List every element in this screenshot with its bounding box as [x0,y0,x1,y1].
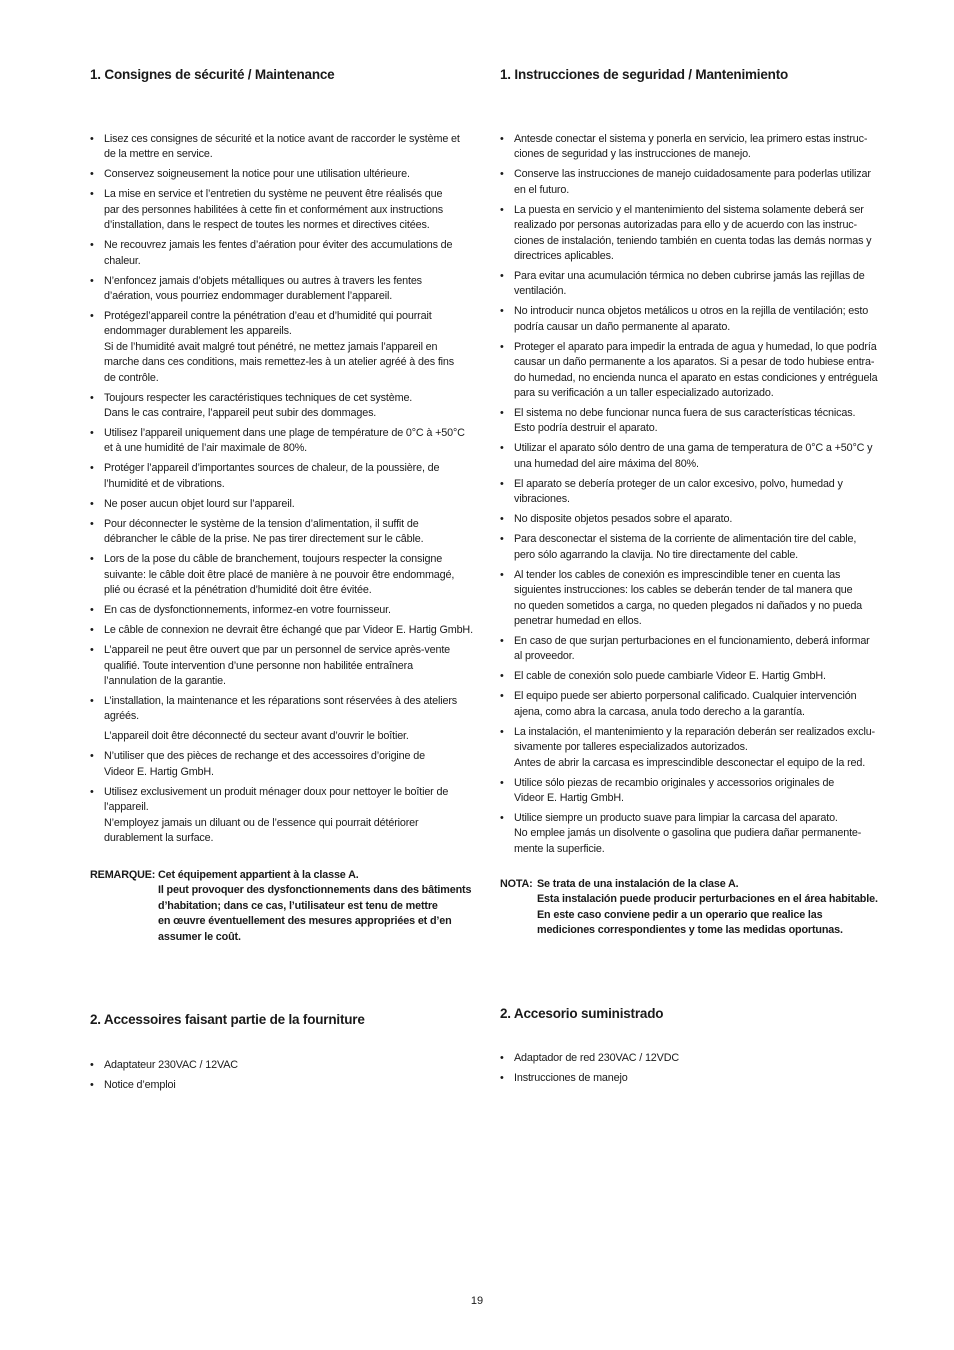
list-item [500,532,890,563]
list-item-line: • Pour déconnecter le système de la tension d’alimentation, il suffit de [104,517,419,530]
safety-list-fr [90,132,480,851]
list-item-line: Si de l’humidité avait malgré tout pénétré, ne mettez jamais l’appareil en [104,340,438,353]
list-item-line: • N’utiliser que des pièces de rechange et des accessoires d’origine de [104,750,425,763]
note-line: Esta instalación puede producir perturbaciones en el área habitable. [537,893,878,906]
list-item-line: de la mettre en service. [104,148,213,161]
list-item-line: • Protégezl’appareil contre la pénétration d’eau et d’humidité qui pourrait [104,310,432,323]
note-line: Cet équipement appartient à la classe A. [158,869,359,881]
accessory-list-fr [90,1058,480,1098]
list-item [500,512,890,527]
list-item-line: • L’installation, la maintenance et les réparations sont réservées à des ateliers [104,694,458,707]
list-item [500,340,890,402]
list-item-line: mente la superficie. [514,842,605,855]
list-item [500,132,890,163]
note-text-fr [158,868,488,945]
note-line: mediciones correspondientes y tome las medidas oportunas. [537,924,843,937]
list-item [500,725,890,771]
list-item-line: • Ne recouvrez jamais les fentes d’aération pour éviter des accumulations de [104,239,453,252]
list-item-line: no queden sometidos a carga, no queden plegados ni dañados y no pueda [514,599,863,612]
list-item [90,274,480,305]
list-item [500,203,890,265]
list-item-line: • Lors de la pose du câble de branchement, toujours respecter la consigne [104,553,443,566]
list-item-line: • Adaptateur 230VAC / 12VAC [104,1059,238,1071]
list-item-line: ciones de instalación, teniendo también en cuenta todas las demás normas y [514,234,872,247]
list-item-line: • La puesta en servicio y el mantenimiento del sistema solamente deberá ser [514,203,864,216]
list-item [90,729,480,744]
list-item [90,623,480,638]
note-line: Il peut provoquer des dysfonctionnements dans des bâtiments [158,884,472,897]
note-line: En este caso conviene pedir a un operario que realice las [537,908,823,921]
list-item [90,517,480,548]
list-item-line: • Ne poser aucun objet lourd sur l’appareil. [104,497,295,510]
list-item-line: • Protéger l’appareil d’importantes sources de chaleur, de la poussière, de [104,462,440,475]
list-item-line: • Utilisez exclusivement un produit ménager doux pour nettoyer le boîtier de [104,785,449,798]
note-text-es [537,877,897,939]
list-item-line: do humedad, no encienda nunca el aparato en estas condiciones y entréguela [514,371,878,384]
section2-heading-es: 2. Accesorio suministrado [500,1006,664,1021]
list-item-line: • Conservez soigneusement la notice pour une utilisation ultérieure. [104,168,410,181]
note-line: d’habitation; dans ce cas, l’utilisateur est tenu de mettre [158,899,438,912]
list-item-line: para su verificación a un taller especializado autorizado. [514,387,774,400]
list-item [500,568,890,630]
list-item-line: Dans le cas contraire, l’appareil peut subir des dommages. [104,407,377,420]
list-item-line: durablement la surface. [104,831,214,844]
list-item [500,1071,890,1086]
list-item [90,1058,480,1073]
list-item-line: • Para desconectar el sistema de la corriente de alimentación tire del cable, [514,533,857,546]
list-item-line: penetrar humedad en ellos. [514,614,642,627]
list-item [90,785,480,847]
list-item-line: • La mise en service et l’entretien du système ne peuvent être réalisés que [104,188,443,201]
list-item-line: vibraciones. [514,493,570,506]
list-item [90,187,480,233]
note-label-es: NOTA: [500,878,533,890]
list-item [500,689,890,720]
list-item-line: No emplee jamás un disolvente o gasolina que pudiera dañar permanente- [514,827,862,840]
list-item-line: • Al tender los cables de conexión es imprescindible tener en cuenta las [514,568,841,581]
list-item [90,167,480,182]
list-item-line: • En caso de que surjan perturbaciones en el funcionamiento, deberá informar [514,634,870,647]
list-item-line: • El equipo puede ser abierto porpersonal calificado. Cualquier intervención [514,690,857,703]
list-item-line: agréés. [104,710,139,723]
list-item [500,669,890,684]
list-item-line: • Utilice siempre un producto suave para limpiar la carcasa del aparato. [514,811,838,824]
list-item [500,477,890,508]
list-item-line: • El cable de conexión solo puede cambiarle Videor E. Hartig GmbH. [514,670,826,683]
page-number: 19 [470,1295,484,1307]
list-item [500,441,890,472]
list-item [500,269,890,300]
list-item-line: par des personnes habilitées à cette fin et conformément aux instructions [104,203,443,216]
section2-heading-fr: 2. Accessoires faisant partie de la fourniture [90,1012,365,1027]
list-item-line: • La instalación, el mantenimiento y la reparación deberán ser realizados exclu- [514,725,875,738]
list-item-line: plié ou écrasé et la pénétration d’humidité doit être évitée. [104,584,372,597]
list-item-line: en el futuro. [514,183,570,196]
list-item [500,1051,890,1066]
list-item-line: ventilación. [514,285,567,298]
list-item-line: • Conserve las instrucciones de manejo cuidadosamente para poderlas utilizar [514,168,871,181]
list-item [90,461,480,492]
list-item-line: sivamente por talleres especializados autorizados. [514,741,748,754]
list-item [90,643,480,689]
list-item-line: et à une humidité de l’air maximale de 80%. [104,442,308,455]
list-item-line: Videor E. Hartig GmbH. [104,765,214,778]
list-item-line: endommager durablement les appareils. [104,325,292,338]
list-item-line: chaleur. [104,254,141,267]
list-item [500,776,890,807]
list-item-line: Antes de abrir la carcasa es imprescindible desconectar el equipo de la red. [514,756,866,769]
list-item-line: una humedad del aire máxima del 80%. [514,457,699,470]
list-item-line: • Utilice sólo piezas de recambio originales y accessorios originales de [514,776,835,789]
list-item [90,1078,480,1093]
list-item [90,391,480,422]
list-item-line: L’appareil doit être déconnecté du secteur avant d’ouvrir le boîtier. [104,730,409,743]
note-line: en œuvre éventuellement des mesures appropriées et d’en [158,915,452,928]
list-item-line: • Instrucciones de manejo [514,1072,628,1084]
list-item-line: l’appareil. [104,801,149,814]
list-item [500,634,890,665]
accessory-list-es [500,1051,890,1091]
list-item-line: • Proteger el aparato para impedir la entrada de agua y humedad, lo que podría [514,340,877,353]
list-item-line: • No introducir nunca objetos metálicos u otros en la rejilla de ventilación; esto [514,305,869,318]
list-item [90,603,480,618]
list-item-line: • Antesde conectar el sistema y ponerla en servicio, lea primero estas instruc- [514,133,868,145]
list-item-line: Esto podría destruir el aparato. [514,422,658,435]
list-item-line: podría causar un daño permanente al aparato. [514,320,731,333]
list-item [90,552,480,598]
list-item-line: • Utilisez l’appareil uniquement dans une plage de température de 0°C à +50°C [104,427,465,440]
list-item-line: marche dans ces conditions, mais remettez-les à un atelier agréé à des fins [104,356,455,369]
list-item-line: • Lisez ces consignes de sécurité et la notice avant de raccorder le système et [104,133,460,145]
list-item-line: • El aparato se debería proteger de un calor excesivo, polvo, humedad y [514,477,843,490]
safety-list-es [500,132,890,862]
list-item-line: ciones de seguridad y las instrucciones de manejo. [514,148,751,161]
section1-heading-fr: 1. Consignes de sécurité / Maintenance [90,67,335,82]
list-item-line: realizado por personas autorizadas para ello y de acuerdo con las instruc- [514,219,857,232]
list-item-line: de contrôle. [104,371,159,384]
list-item [90,426,480,457]
list-item-line: débrancher le câble de la prise. Ne pas tirer directement sur le câble. [104,533,424,546]
list-item-line: qualifié. Toute intervention d’une personne non habilitée entraînera [104,659,413,672]
list-item-line: Videor E. Hartig GmbH. [514,791,624,804]
list-item-line: • Toujours respecter les caractéristiques techniques de cet système. [104,391,413,404]
list-item-line: ajena, como abra la carcasa, anula todo derecho a la garantía. [514,705,805,718]
list-item-line: d’installation, dans le respect de toutes les normes et directives citées. [104,219,430,232]
list-item [90,749,480,780]
section1-heading-es: 1. Instrucciones de seguridad / Mantenimiento [500,67,789,82]
list-item-line: • Le câble de connexion ne devrait être échangé que par Videor E. Hartig GmbH. [104,624,473,637]
list-item-line: • No disposite objetos pesados sobre el aparato. [514,513,733,526]
list-item-line: siguientes instrucciones: los cables se deberán tender de tal manera que [514,584,853,597]
list-item-line: pero sólo agarrando la clavija. No tire directamente del cable. [514,548,799,561]
list-item-line: directrices aplicables. [514,250,614,263]
list-item [500,811,890,857]
list-item-line: • Utilizar el aparato sólo dentro de una gama de temperatura de 0°C a +50°C y [514,442,873,455]
list-item [500,167,890,198]
note-label-fr: REMARQUE: [90,869,156,881]
list-item [90,497,480,512]
list-item-line: • Notice d’emploi [104,1079,176,1091]
list-item-line: l’humidité et de vibrations. [104,477,225,490]
list-item-line: N’employez jamais un diluant ou de l’essence qui pourrait détériorer [104,816,419,829]
note-line: Se trata de una instalación de la clase A. [537,878,739,890]
list-item [90,309,480,386]
list-item [90,132,480,163]
list-item-line: causar un daño permanente a los aparatos. Si a pesar de todo hubiese entra- [514,356,875,369]
list-item-line: • Adaptador de red 230VAC / 12VDC [514,1052,680,1064]
note-line: assumer le coût. [158,930,241,943]
list-item-line: suivante: le câble doit être placé de manière à ne pouvoir être endommagé, [104,568,455,581]
list-item [90,238,480,269]
list-item [500,304,890,335]
list-item [90,694,480,725]
list-item-line: • El sistema no debe funcionar nunca fuera de sus características técnicas. [514,407,856,420]
list-item-line: • En cas de dysfonctionnements, informez-en votre fournisseur. [104,604,391,617]
list-item-line: • L’appareil ne peut être ouvert que par un personnel de service après-vente [104,644,451,657]
list-item-line: • N’enfoncez jamais d’objets métalliques ou autres à travers les fentes [104,274,422,287]
list-item-line: • Para evitar una acumulación térmica no deben cubrirse jamás las rejillas de [514,270,865,283]
list-item [500,406,890,437]
list-item-line: d’aération, vous pourriez endommager durablement l’appareil. [104,290,393,303]
list-item-line: l’annulation de la garantie. [104,674,226,687]
list-item-line: al proveedor. [514,650,575,663]
